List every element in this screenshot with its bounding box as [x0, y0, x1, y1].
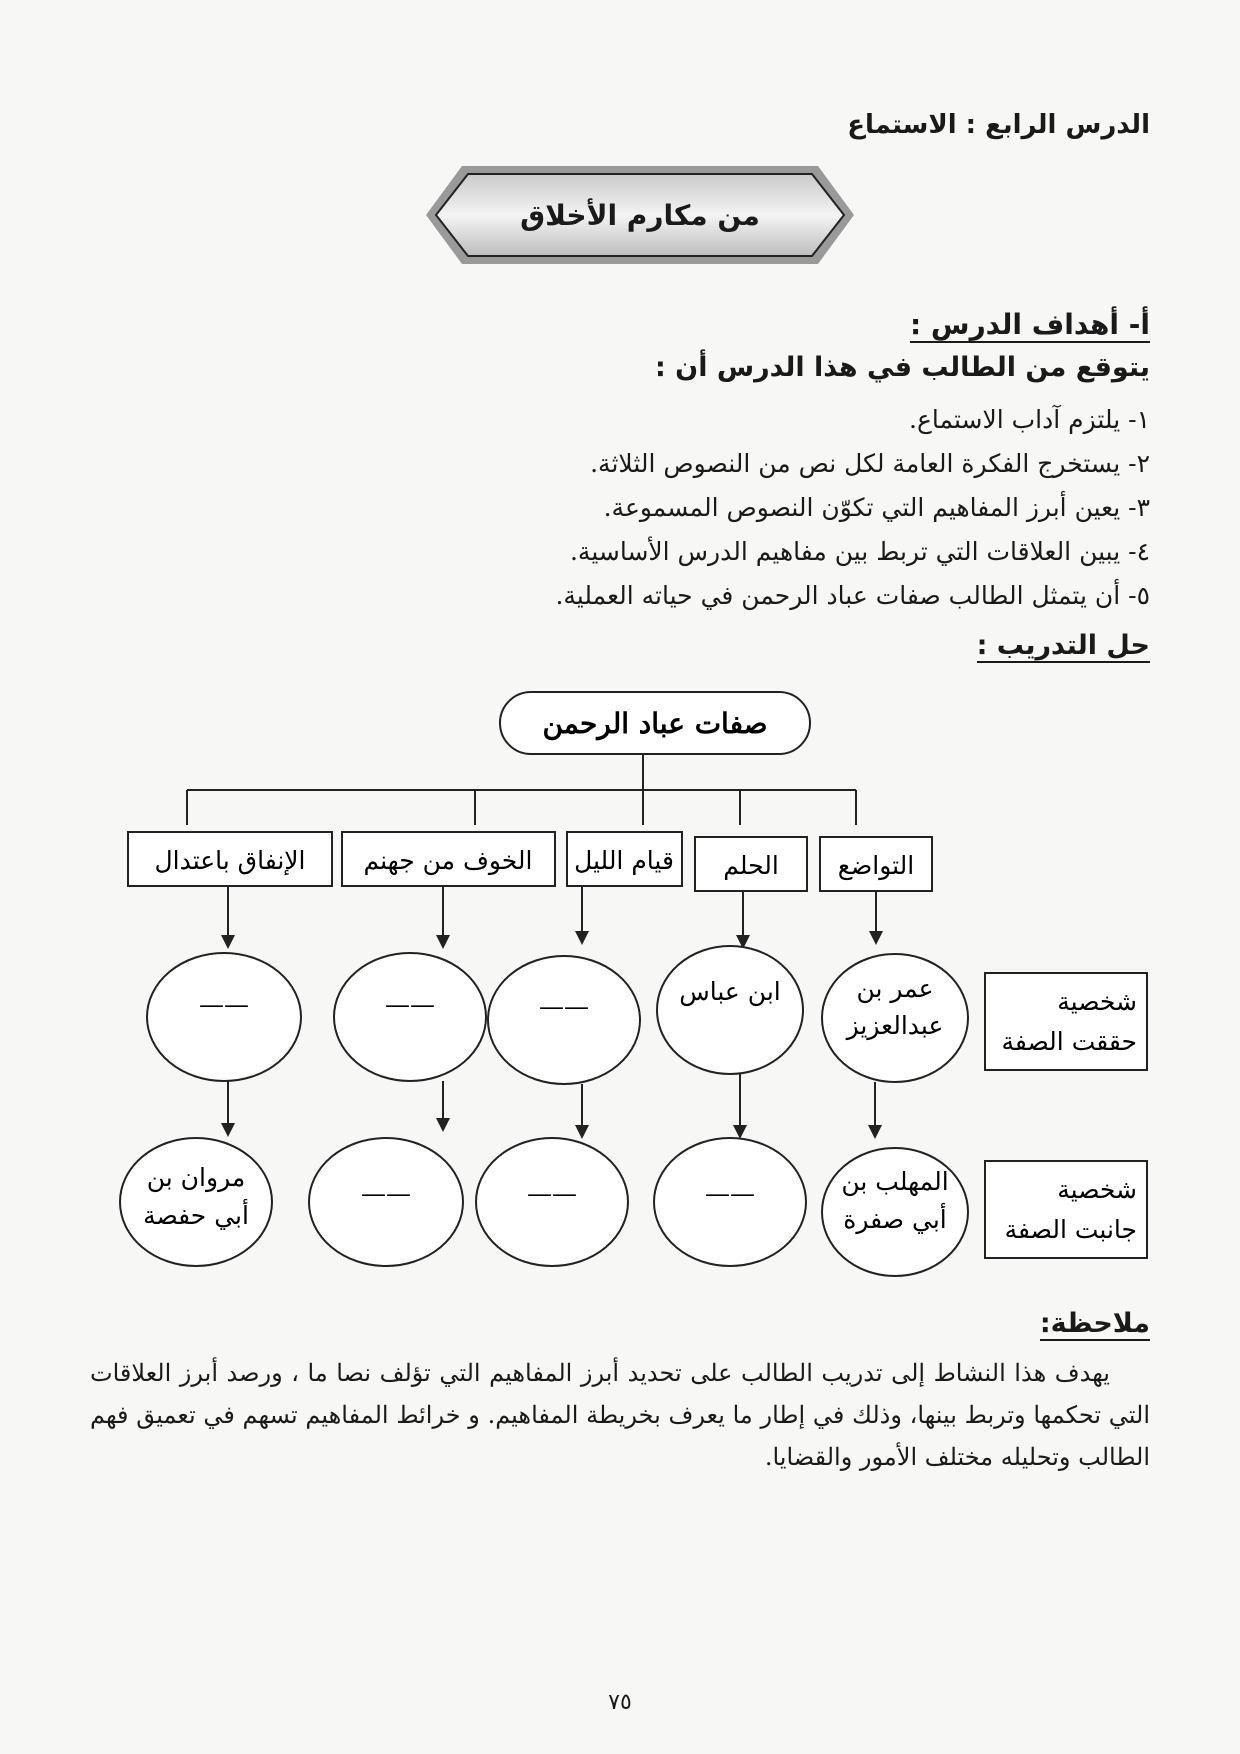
trait-fear-of-hell — [342, 832, 555, 886]
svg-text:——: —— — [527, 1179, 577, 1208]
avoided-night-prayer — [476, 1138, 628, 1266]
trait-humility — [820, 837, 932, 891]
concept-map — [0, 680, 1240, 1280]
svg-text:جانبت الصفة: جانبت الصفة — [1004, 1215, 1137, 1244]
achieved-night-prayer — [488, 956, 640, 1084]
svg-text:شخصية: شخصية — [1057, 987, 1137, 1016]
avoided-moderate-spending — [120, 1138, 272, 1266]
avoided-humility — [822, 1148, 968, 1276]
achieved-humility — [822, 954, 968, 1082]
note-body: يهدف هذا النشاط إلى تدريب الطالب على تحديد أبرز المفاهيم التي تؤلف نصا ما ، ورصد أبرز العلاقات التي تحكمها وتربط بينها، وذلك في إطار ما يعرف بخريطة المفاهيم. و خرائط المفاهيم تسهم في تعميق فهم الطالب وتحليله مختلف الأمور والقضايا. — [90, 1359, 1150, 1471]
achieved-moderate-spending — [147, 953, 301, 1081]
objectives-list — [555, 398, 1150, 618]
objective-item: ٣- يعين أبرز المفاهيم التي تكوّن النصوص المسموعة. — [603, 493, 1150, 522]
svg-text:حققت الصفة: حققت الصفة — [1001, 1027, 1137, 1056]
svg-text:——: —— — [539, 992, 589, 1021]
svg-text:——: —— — [361, 1179, 411, 1208]
avoided-forbearance — [654, 1138, 806, 1266]
svg-text:أبي صفرة: أبي صفرة — [843, 1205, 947, 1234]
objective-item: ٤- يبين العلاقات التي تربط بين مفاهيم الدرس الأساسية. — [569, 537, 1150, 566]
row-label-avoided — [985, 1161, 1147, 1258]
objective-item: ٢- يستخرج الفكرة العامة لكل نص من النصوص الثلاثة. — [590, 449, 1150, 478]
trait-label: الإنفاق باعتدال — [154, 846, 306, 875]
trait-moderate-spending — [128, 832, 332, 886]
svg-text:——: —— — [199, 990, 249, 1019]
objective-item: ٥- أن يتمثل الطالب صفات عباد الرحمن في حياته العملية. — [555, 581, 1150, 610]
svg-text:——: —— — [705, 1179, 755, 1208]
objective-item: ١- يلتزم آداب الاستماع. — [909, 405, 1150, 434]
solution-heading: حل التدريب : — [976, 630, 1150, 661]
svg-text:——: —— — [385, 990, 435, 1019]
objectives-intro: يتوقع من الطالب في هذا الدرس أن : — [654, 352, 1150, 383]
lesson-title: من مكارم الأخلاق — [520, 198, 760, 232]
root-label: صفات عباد الرحمن — [542, 707, 768, 740]
section-a-heading: أ- أهداف الدرس : — [909, 308, 1150, 341]
trait-label: التواضع — [837, 851, 915, 880]
trait-night-prayer — [567, 832, 682, 886]
svg-text:ابن عباس: ابن عباس — [679, 977, 781, 1006]
svg-text:عمر بن: عمر بن — [856, 974, 934, 1003]
achieved-forbearance — [657, 946, 803, 1074]
achieved-fear-of-hell — [334, 953, 486, 1081]
svg-text:مروان بن: مروان بن — [146, 1163, 246, 1192]
trait-label: قيام الليل — [574, 846, 674, 875]
note-heading: ملاحظة: — [1039, 1308, 1150, 1339]
svg-text:أبي حفصة: أبي حفصة — [143, 1201, 249, 1230]
svg-text:شخصية: شخصية — [1057, 1175, 1137, 1204]
page-number: ٧٥ — [608, 1690, 632, 1715]
trait-label: الحلم — [723, 851, 779, 880]
trait-forbearance — [695, 837, 807, 891]
row-label-achieved — [985, 973, 1147, 1070]
avoided-fear-of-hell — [309, 1138, 463, 1266]
lesson-label: الدرس الرابع : الاستماع — [847, 110, 1150, 140]
svg-text:المهلب بن: المهلب بن — [841, 1167, 949, 1196]
trait-label: الخوف من جهنم — [363, 846, 533, 875]
svg-text:عبدالعزيز: عبدالعزيز — [846, 1011, 944, 1040]
